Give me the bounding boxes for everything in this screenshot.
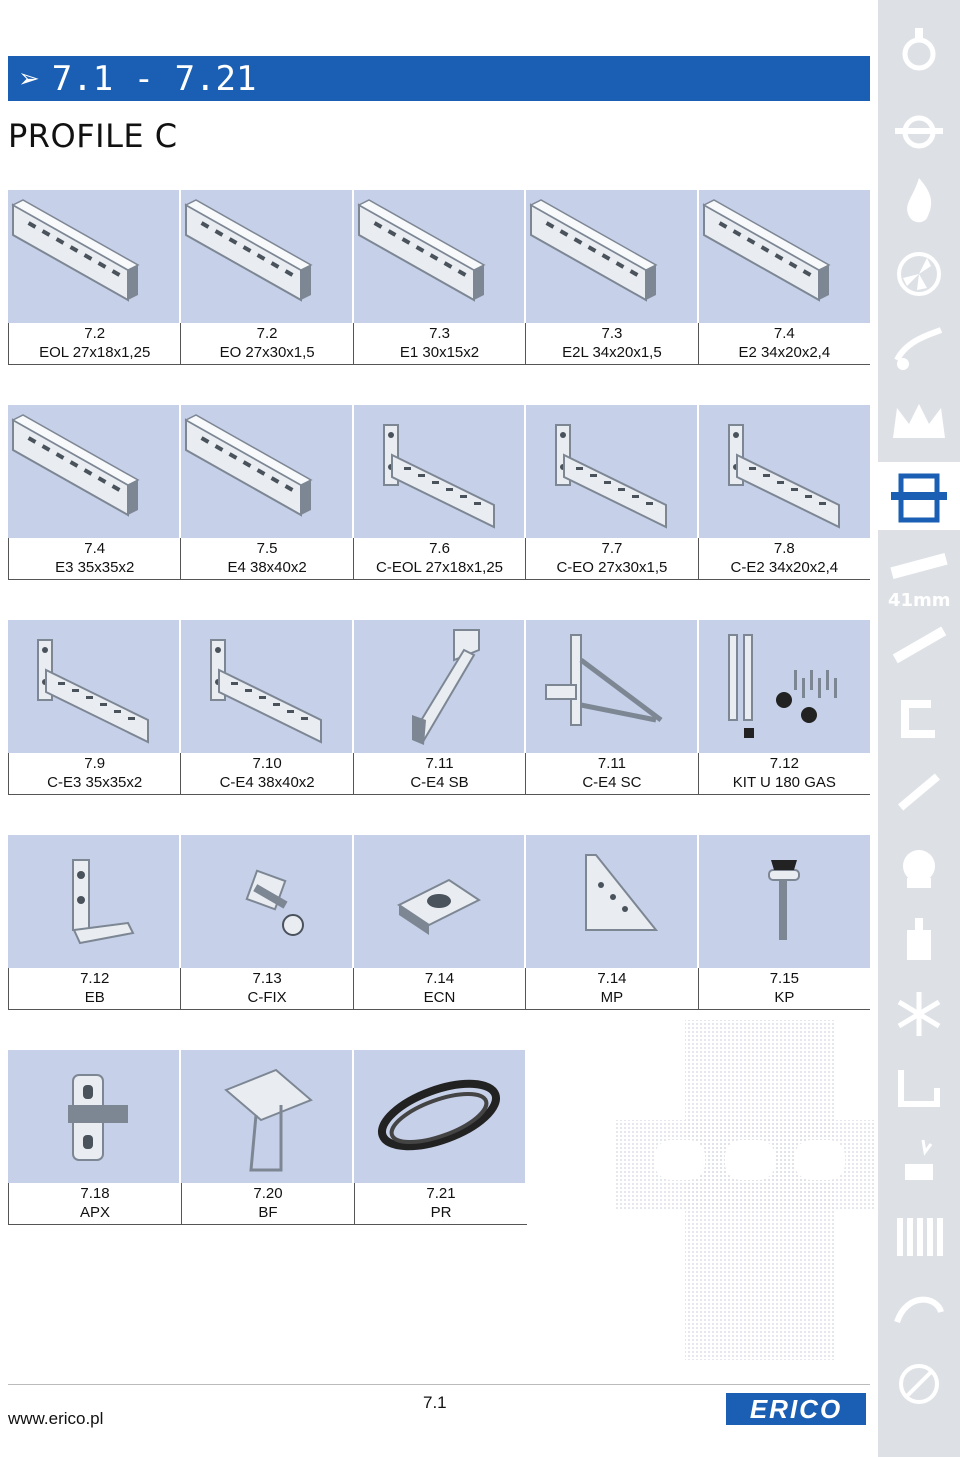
pipe-support-icon[interactable]: [878, 832, 960, 900]
product-images: [8, 190, 870, 323]
product-images: [8, 405, 870, 538]
product-name: EOL 27x18x1,25: [39, 344, 151, 361]
product-code: 7.10: [252, 755, 282, 772]
product-name: C-E4 SC: [582, 774, 642, 791]
product-label: [525, 968, 697, 1010]
product-illustration: [354, 405, 525, 538]
product-label: [8, 1183, 181, 1225]
product-illustration: [8, 1050, 179, 1183]
product-photo: [354, 620, 525, 753]
product-photo: [354, 835, 525, 968]
arrow-icon: ➢: [18, 63, 40, 94]
product-images: [8, 835, 870, 968]
product-photo: [181, 620, 352, 753]
product-code: 7.11: [425, 755, 454, 772]
product-photo: [699, 835, 870, 968]
product-label: [180, 538, 352, 580]
product-illustration: [526, 405, 697, 538]
product-illustration: [181, 405, 352, 538]
channel-profile-icon-glyph: [887, 468, 951, 524]
product-label: [354, 1183, 527, 1225]
pipe-hanger-icon-glyph: [887, 98, 951, 154]
product-label: [8, 968, 180, 1010]
product-illustration: [181, 620, 352, 753]
product-label: [525, 323, 697, 365]
radiator-icon-glyph: [887, 1208, 951, 1264]
product-name: E2 34x20x2,4: [738, 344, 831, 361]
fan-icon[interactable]: [878, 240, 960, 308]
product-photo: [354, 405, 525, 538]
product-photo: [8, 405, 179, 538]
product-photo: [526, 620, 697, 753]
product-name: C-EO 27x30x1,5: [556, 559, 668, 576]
snowflake-icon[interactable]: [878, 980, 960, 1048]
strap-icon-glyph: [887, 1282, 951, 1338]
product-photo: [526, 190, 697, 323]
product-photo: [181, 405, 352, 538]
product-code: 7.20: [253, 1185, 283, 1202]
product-label: [8, 538, 180, 580]
product-label: [525, 538, 697, 580]
hook-icon-glyph: [887, 1060, 951, 1116]
product-name: PR: [430, 1204, 452, 1221]
product-label: [353, 538, 525, 580]
product-illustration: [699, 835, 870, 968]
anchor-icon-glyph: [887, 764, 951, 820]
product-illustration: [354, 190, 525, 323]
crown-clip-icon[interactable]: [878, 388, 960, 456]
rail-size-label: 41mm: [888, 590, 951, 611]
product-photo: [181, 190, 352, 323]
product-name: C-FIX: [247, 989, 287, 1006]
product-code: 7.3: [601, 325, 623, 342]
product-code: 7.21: [426, 1185, 456, 1202]
footer-divider: [8, 1384, 870, 1385]
strap-icon[interactable]: [878, 1276, 960, 1344]
fire-icon-glyph: [887, 172, 951, 228]
product-name: C-E4 38x40x2: [219, 774, 315, 791]
product-label: [525, 753, 697, 795]
product-illustration: [181, 190, 352, 323]
vibration-mount-icon[interactable]: [878, 906, 960, 974]
product-code: 7.4: [773, 325, 795, 342]
snowflake-icon-glyph: [887, 986, 951, 1042]
section-range: 7.1 - 7.21: [51, 58, 257, 99]
product-code: 7.9: [84, 755, 106, 772]
product-code: 7.14: [597, 970, 627, 987]
product-name: EB: [84, 989, 105, 1006]
product-illustration: [699, 405, 870, 538]
pipe-support-icon-glyph: [887, 838, 951, 894]
crown-clip-icon-glyph: [887, 394, 951, 450]
product-illustration: [8, 620, 179, 753]
product-code: 7.5: [256, 540, 278, 557]
welding-icon[interactable]: [878, 1128, 960, 1196]
fire-icon[interactable]: [878, 166, 960, 234]
product-labels: [8, 753, 870, 795]
welding-icon-glyph: [887, 1134, 951, 1190]
product-photo: [181, 1050, 352, 1183]
product-name: E2L 34x20x1,5: [562, 344, 662, 361]
product-code: 7.3: [429, 325, 450, 342]
product-label: [8, 323, 180, 365]
product-photo: [699, 405, 870, 538]
beam-clamp-icon[interactable]: [878, 684, 960, 752]
product-row: [8, 620, 870, 795]
product-illustration: [181, 835, 352, 968]
product-illustration: [699, 190, 870, 323]
product-photo: [699, 620, 870, 753]
perforated-strip-icon-glyph: [887, 616, 951, 672]
product-photo: [8, 835, 179, 968]
product-photo: [354, 1050, 525, 1183]
product-name: E4 38x40x2: [227, 559, 307, 576]
product-name: KP: [774, 989, 795, 1006]
product-label: [353, 323, 525, 365]
product-name: E1 30x15x2: [399, 344, 480, 361]
background-profile-watermark: [615, 1010, 875, 1380]
product-label: [181, 1183, 354, 1225]
cable-tie-icon-glyph: [887, 320, 951, 376]
product-label: [698, 538, 870, 580]
product-code: 7.18: [80, 1185, 110, 1202]
vibration-mount-icon-glyph: [887, 912, 951, 968]
product-code: 7.2: [84, 325, 106, 342]
pipe-hanger-icon[interactable]: [878, 92, 960, 160]
product-label: [698, 968, 870, 1010]
beam-clamp-icon-glyph: [887, 690, 951, 746]
product-code: 7.6: [429, 540, 450, 557]
product-row: [8, 405, 870, 580]
product-code: 7.2: [256, 325, 278, 342]
product-photo: [8, 1050, 179, 1183]
product-name: ECN: [423, 989, 456, 1006]
product-name: EO 27x30x1,5: [219, 344, 315, 361]
product-illustration: [8, 835, 179, 968]
product-code: 7.8: [773, 540, 795, 557]
product-labels: [8, 323, 870, 365]
cable-tie-icon[interactable]: [878, 314, 960, 382]
product-photo: [699, 190, 870, 323]
product-illustration: [699, 620, 870, 753]
product-code: 7.11: [597, 755, 626, 772]
product-photo: [526, 405, 697, 538]
product-label: [8, 753, 180, 795]
tool-icon[interactable]: [878, 1350, 960, 1418]
product-label: [698, 753, 870, 795]
product-code: 7.13: [252, 970, 282, 987]
product-name: BF: [258, 1204, 278, 1221]
product-code: 7.15: [769, 970, 799, 987]
product-illustration: [526, 190, 697, 323]
product-label: [353, 968, 525, 1010]
product-name: C-E2 34x20x2,4: [730, 559, 839, 576]
product-code: 7.12: [80, 970, 110, 987]
product-name: C-EOL 27x18x1,25: [376, 559, 504, 576]
product-code: 7.12: [769, 755, 799, 772]
pipe-clamp-icon[interactable]: [878, 18, 960, 86]
product-code: 7.4: [84, 540, 106, 557]
product-photo: [181, 835, 352, 968]
product-photo: [354, 190, 525, 323]
channel-profile-icon[interactable]: [878, 462, 960, 530]
product-name: MP: [600, 989, 624, 1006]
logo-text: ERICO: [749, 1394, 843, 1424]
product-label: [180, 323, 352, 365]
product-labels: [8, 538, 870, 580]
product-illustration: [8, 405, 179, 538]
product-code: 7.14: [424, 970, 455, 987]
product-name: APX: [79, 1204, 110, 1221]
product-illustration: [526, 835, 697, 968]
anchor-icon[interactable]: [878, 758, 960, 826]
footer-url[interactable]: www.erico.pl: [8, 1409, 104, 1428]
product-illustration: [354, 835, 525, 968]
hook-icon[interactable]: [878, 1054, 960, 1122]
product-label: [180, 968, 352, 1010]
section-header: [8, 56, 870, 101]
product-illustration: [526, 620, 697, 753]
page-title: PROFILE C: [8, 117, 178, 155]
tool-icon-glyph: [887, 1356, 951, 1412]
product-name: C-E3 35x35x2: [47, 774, 143, 791]
pipe-clamp-icon-glyph: [887, 24, 951, 80]
product-images: [8, 620, 870, 753]
perforated-strip-icon[interactable]: [878, 610, 960, 678]
page-number: 7.1: [423, 1393, 447, 1412]
product-illustration: [181, 1050, 352, 1183]
product-name: E3 35x35x2: [55, 559, 135, 576]
product-illustration: [8, 190, 179, 323]
product-code: 7.7: [601, 540, 623, 557]
product-name: C-E4 SB: [410, 774, 469, 791]
product-photo: [8, 190, 179, 323]
product-illustration: [354, 1050, 525, 1183]
product-illustration: [354, 620, 525, 753]
radiator-icon[interactable]: [878, 1202, 960, 1270]
category-sidebar: [878, 0, 960, 1457]
product-photo: [8, 620, 179, 753]
erico-logo: [726, 1393, 866, 1425]
product-label: [698, 323, 870, 365]
fan-icon-glyph: [887, 246, 951, 302]
product-label: [180, 753, 352, 795]
product-row: [8, 190, 870, 365]
product-label: [353, 753, 525, 795]
product-row: [8, 835, 870, 1010]
product-name: KIT U 180 GAS: [732, 774, 836, 791]
product-labels: [8, 968, 870, 1010]
product-photo: [526, 835, 697, 968]
